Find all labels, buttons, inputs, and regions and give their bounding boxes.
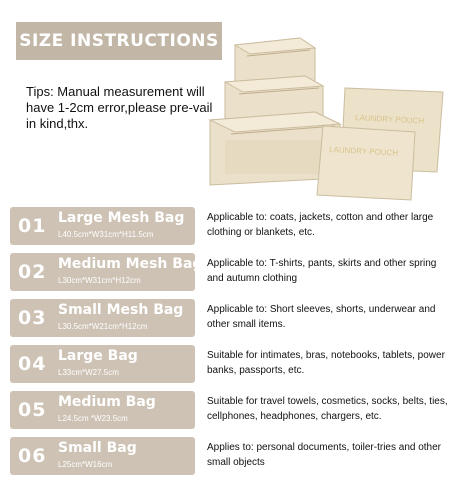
bag-label-pill [10,207,195,245]
bag-label-pill [10,391,195,429]
bag-dimensions: L40.5cm*W31cm*H11.5cm [58,230,154,239]
pouch-front-label: LAUNDRY POUCH [328,145,399,158]
bag-name: Large Bag [58,348,138,364]
row-number: 03 [18,307,47,329]
page-title: SIZE INSTRUCTIONS [19,31,219,51]
size-row [10,207,455,245]
bag-description: Applicable to: T-shirts, pants, skirts and other spring and autumn clothing [207,258,437,284]
bag-description: Suitable for travel towels, cosmetics, socks, belts, ties, cellphones, headphones, chargers, etc. [207,396,448,422]
bag-name: Medium Bag [58,394,156,410]
size-row [10,299,455,337]
bag-dimensions: L25cm*W16cm [58,460,113,469]
row-number: 04 [18,353,47,375]
bag-label-pill [10,345,195,383]
size-row [10,345,455,383]
row-number: 06 [18,445,47,467]
laundry-pouch-front-image [317,126,415,200]
bag-dimensions: L30.5cm*W21cm*H12cm [58,322,148,331]
bag-label-pill [10,299,195,337]
size-row [10,391,455,429]
bag-description: Suitable for intimates, bras, notebooks, tablets, power banks, passports, etc. [207,350,445,376]
row-number: 05 [18,399,47,421]
row-number: 01 [18,215,47,237]
size-table [10,207,455,483]
bag-label-pill [10,437,195,475]
product-photo [205,30,450,205]
bag-description: Applicable to: Short sleeves, shorts, underwear and other small items. [207,304,436,330]
pouch-back-label: LAUNDRY POUCH [354,113,425,126]
bag-name: Small Mesh Bag [58,302,184,318]
bag-dimensions: L30cm*W31cm*H12cm [58,276,141,285]
bag-name: Small Bag [58,440,137,456]
row-number: 02 [18,261,47,283]
bag-description: Applies to: personal documents, toiler-tries and other small objects [207,442,442,468]
size-row [10,437,455,475]
size-instructions-banner [16,22,222,60]
bag-description: Applicable to: coats, jackets, cotton and other large clothing or blankets, etc. [207,212,434,238]
bag-dimensions: L33cm*W27.5cm [58,368,119,377]
bag-dimensions: L24.5cm *W23.5cm [58,414,128,423]
bag-name: Large Mesh Bag [58,210,185,226]
bag-label-pill [10,253,203,291]
tips-text: Tips: Manual measurement will have 1-2cm error,please pre-vail in kind,thx. [26,84,213,131]
bag-name: Medium Mesh Bag [58,256,203,272]
size-row [10,253,455,291]
